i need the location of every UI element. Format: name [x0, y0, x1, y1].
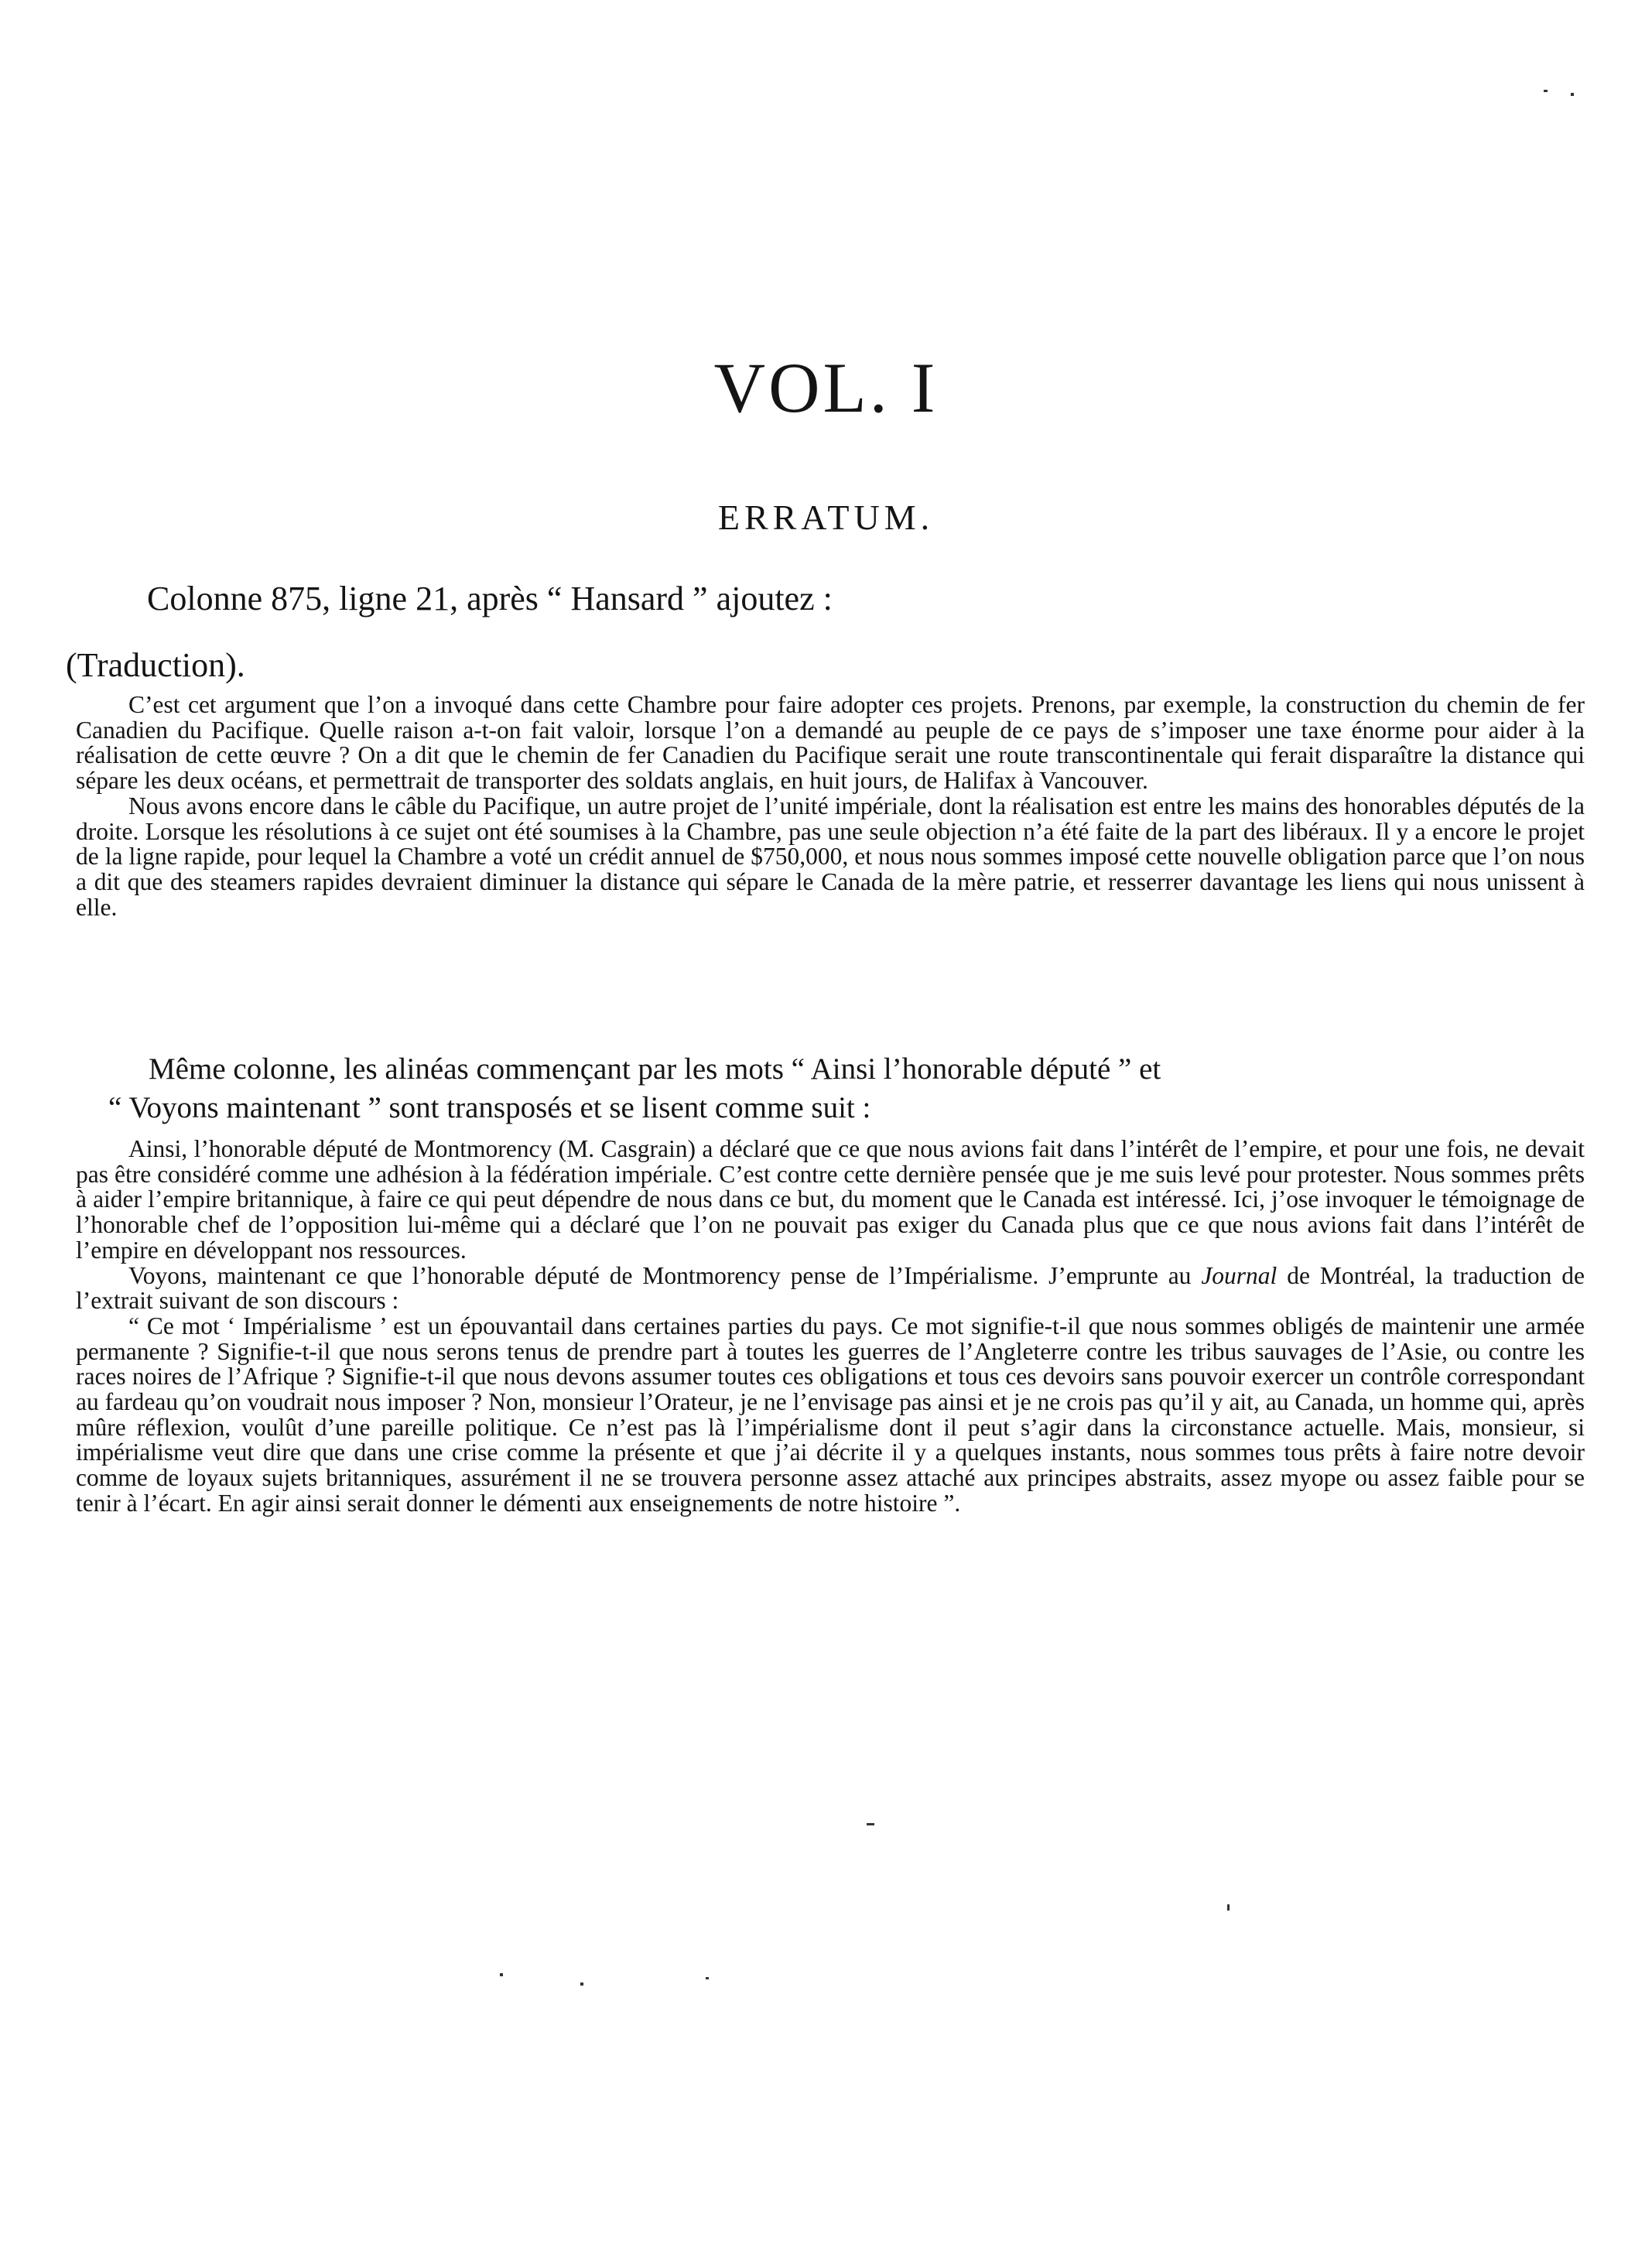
instruction-line-1: Colonne 875, ligne 21, après “ Hansard ” ajoutez :: [147, 580, 833, 617]
scan-speck: [1227, 1904, 1230, 1911]
quoted-speech: “ Ce mot ‘ Impérialisme ’ est un épouvantail dans certaines parties du pays. Ce mot signifie-t-il que nous sommes obligés de maintenir une armée permanente ? Signifie-t-il que nous serons tenus de prendre part à toutes les guerres de l’Angleterre contre les tribus sauvages de l’Asie, ou contre les races noires de l’Afrique ? Signifie-t-il que nous devons assumer toutes ces obligations et tous ces devoirs sans pouvoir exercer un contrôle correspondant au fardeau qu’on voudrait nous imposer ? Non, monsieur l’Orateur, je ne l’envisage pas ainsi et je ne crois pas qu’il y ait, au Canada, un homme qui, après mûre réflexion, voulût d’une pareille politique. Ce n’est pas là l’impérialisme dont il peut s’agir dans la circonstance actuelle. Mais, monsieur, si impérialisme veut dire que dans une crise comme la présente et que j’ai décrite il y a quelques instants, nous sommes tous prêts à faire notre devoir comme de loyaux sujets britanniques, assurément il ne se trouvera personne assez attaché aux principes abstraits, assez myope ou assez faible pour se tenir à l’écart. En agir ainsi serait donner le démenti aux enseignements de notre histoire ”.: [76, 1312, 1585, 1517]
translation-paragraph-1: C’est cet argument que l’on a invoqué dans cette Chambre pour faire adopter ces projets. Prenons, par exemple, la construction du chemin de fer Canadien du Pacifique. Quelle raison a-t-on fait valoir, lorsque l’on a demandé au peuple de ce pays de s’imposer une taxe énorme pour aider à la réalisation de cette œuvre ? On a dit que le chemin de fer Canadien du Pacifique serait une route transcontinentale qui ferait disparaître la distance qui sépare les deux océans, et permettrait de transporter des soldats anglais, en huit jours, de Halifax à Vancouver.: [76, 691, 1585, 795]
journal-title: Journal: [1201, 1261, 1277, 1289]
translation-block: [76, 693, 1585, 920]
instruction-line-2: [108, 1050, 1585, 1127]
transposed-block: [76, 1137, 1585, 1517]
scan-speck: [1571, 93, 1574, 96]
scan-speck: [580, 1982, 583, 1986]
instruction-2-line-2: “ Voyons maintenant ” sont transposés et se lisent comme suit :: [108, 1091, 871, 1124]
transposed-paragraph-2: [76, 1261, 1585, 1315]
scan-speck: [1544, 90, 1548, 92]
traduction-label: (Traduction).: [66, 646, 245, 684]
volume-title: VOL. I: [713, 348, 939, 427]
scan-speck: [706, 1977, 709, 1979]
translation-paragraph-2: Nous avons encore dans le câble du Pacifique, un autre projet de l’unité impériale, dont la réalisation est entre les mains des honorables députés de la droite. Lorsque les résolutions à ce sujet ont été soumises à la Chambre, pas une seule objection n’a été faite de la part des libéraux. Il y a encore le projet de la ligne rapide, pour lequel la Chambre a voté un crédit annuel de $750,000, et nous nous sommes imposé cette nouvelle obligation parce que l’on nous a dit que des steamers rapides devraient diminuer la distance qui sépare le Canada de la mère patrie, et resserrer davantage les liens qui nous unissent à elle.: [76, 792, 1585, 921]
scan-speck: [867, 1823, 874, 1825]
scan-speck: [500, 1973, 503, 1976]
transposed-paragraph-1: Ainsi, l’honorable député de Montmorency (M. Casgrain) a déclaré que ce que nous avions fait dans l’intérêt de l’empire, et pour une fois, ne devait pas être considéré comme une adhésion à la fédération impériale. C’est contre cette dernière pensée que je me suis levé pour protester. Nous sommes prêts à aider l’empire britannique, à faire ce qui peut dépendre de nous dans ce but, du moment que le Canada est intéressé. Ici, j’ose invoquer le témoignage de l’honorable chef de l’opposition lui-même qui a déclaré que l’on ne pouvait pas exiger du Canada plus que ce que nous avions fait dans l’intérêt de l’empire en développant nos ressources.: [76, 1135, 1585, 1264]
instruction-2-line-1: Même colonne, les alinéas commençant par les mots “ Ainsi l’honorable député ” et: [149, 1052, 1161, 1086]
erratum-heading: ERRATUM.: [717, 498, 935, 537]
transposed-p2-after: de Montréal, la traduction de l’extrait suivant de son discours :: [76, 1261, 1585, 1315]
transposed-p2-before: Voyons, maintenant ce que l’honorable député de Montmorency pense de l’Impérialisme. J’emprunte au: [128, 1261, 1202, 1289]
